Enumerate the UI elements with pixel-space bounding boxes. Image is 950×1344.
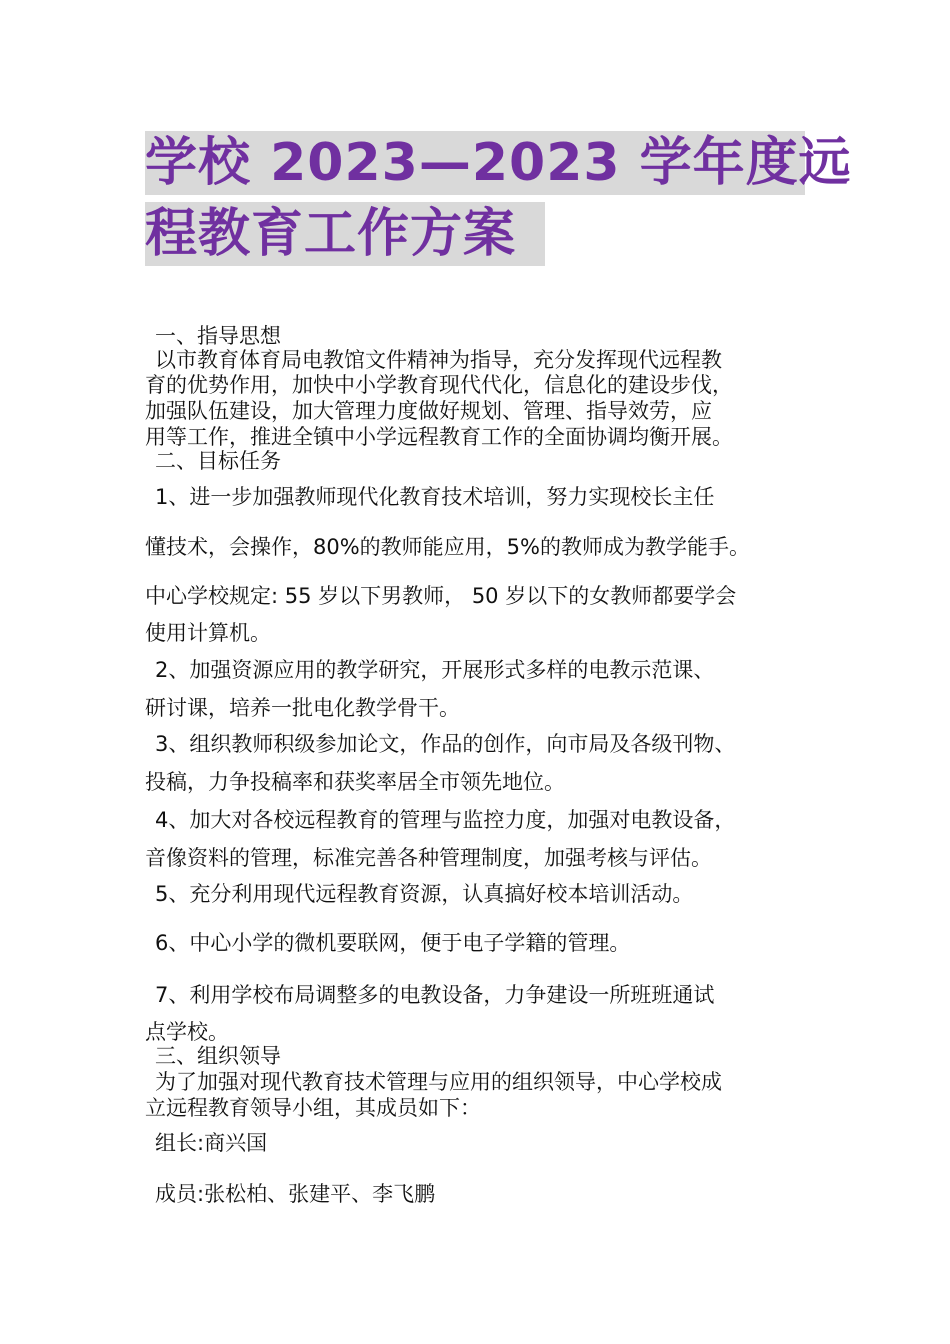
- paragraph-line: 以市教育体育局电教馆文件精神为指导，充分发挥现代远程教: [155, 348, 722, 372]
- list-item-line: 5、充分利用现代远程教育资源，认真搞好校本培训活动。: [155, 882, 694, 906]
- document-title-line-1: 学校 2023—2023 学年度远: [145, 133, 852, 193]
- section-heading: 二、目标任务: [155, 449, 281, 473]
- list-item-line: 7、利用学校布局调整多的电教设备，力争建设一所班班通试: [155, 983, 715, 1007]
- list-item-line: 3、组织教师积级参加论文，作品的创作，向市局及各级刊物、: [155, 732, 736, 756]
- list-item-line: 6、中心小学的微机要联网，便于电子学籍的管理。: [155, 931, 631, 955]
- list-item-line: 投稿，力争投稿率和获奖率居全市领先地位。: [145, 770, 565, 794]
- document-title-line-2: 程教育工作方案: [145, 202, 545, 266]
- section-heading: 三、组织领导: [155, 1044, 281, 1068]
- paragraph-line: 用等工作，推进全镇中小学远程教育工作的全面协调均衡开展。: [145, 425, 733, 449]
- section-heading: 一、指导思想: [155, 324, 281, 348]
- paragraph-line: 育的优势作用，加快中小学教育现代代化，信息化的建设步伐，: [145, 373, 733, 397]
- list-item-line: 使用计算机。: [145, 621, 271, 645]
- list-item-line: 懂技术，会操作，80%的教师能应用，5%的教师成为教学能手。: [145, 535, 750, 559]
- list-item-line: 音像资料的管理，标准完善各种管理制度，加强考核与评估。: [145, 846, 712, 870]
- members-line: 成员:张松柏、张建平、李飞鹏: [155, 1182, 436, 1206]
- list-item-line: 中心学校规定: 55 岁以下男教师， 50 岁以下的女教师都要学会: [145, 584, 737, 608]
- list-item-line: 4、加大对各校远程教育的管理与监控力度，加强对电教设备，: [155, 808, 736, 832]
- paragraph-line: 立远程教育领导小组，其成员如下：: [145, 1096, 481, 1120]
- paragraph-line: 加强队伍建设，加大管理力度做好规划、管理、指导效劳，应: [145, 399, 712, 423]
- list-item-line: 研讨课，培养一批电化教学骨干。: [145, 696, 460, 720]
- leader-line: 组长:商兴国: [155, 1131, 268, 1155]
- paragraph-line: 为了加强对现代教育技术管理与应用的组织领导，中心学校成: [155, 1070, 722, 1094]
- list-item-line: 点学校。: [145, 1020, 229, 1044]
- list-item-line: 1、进一步加强教师现代化教育技术培训，努力实现校长主任: [155, 485, 715, 509]
- list-item-line: 2、加强资源应用的教学研究，开展形式多样的电教示范课、: [155, 658, 715, 682]
